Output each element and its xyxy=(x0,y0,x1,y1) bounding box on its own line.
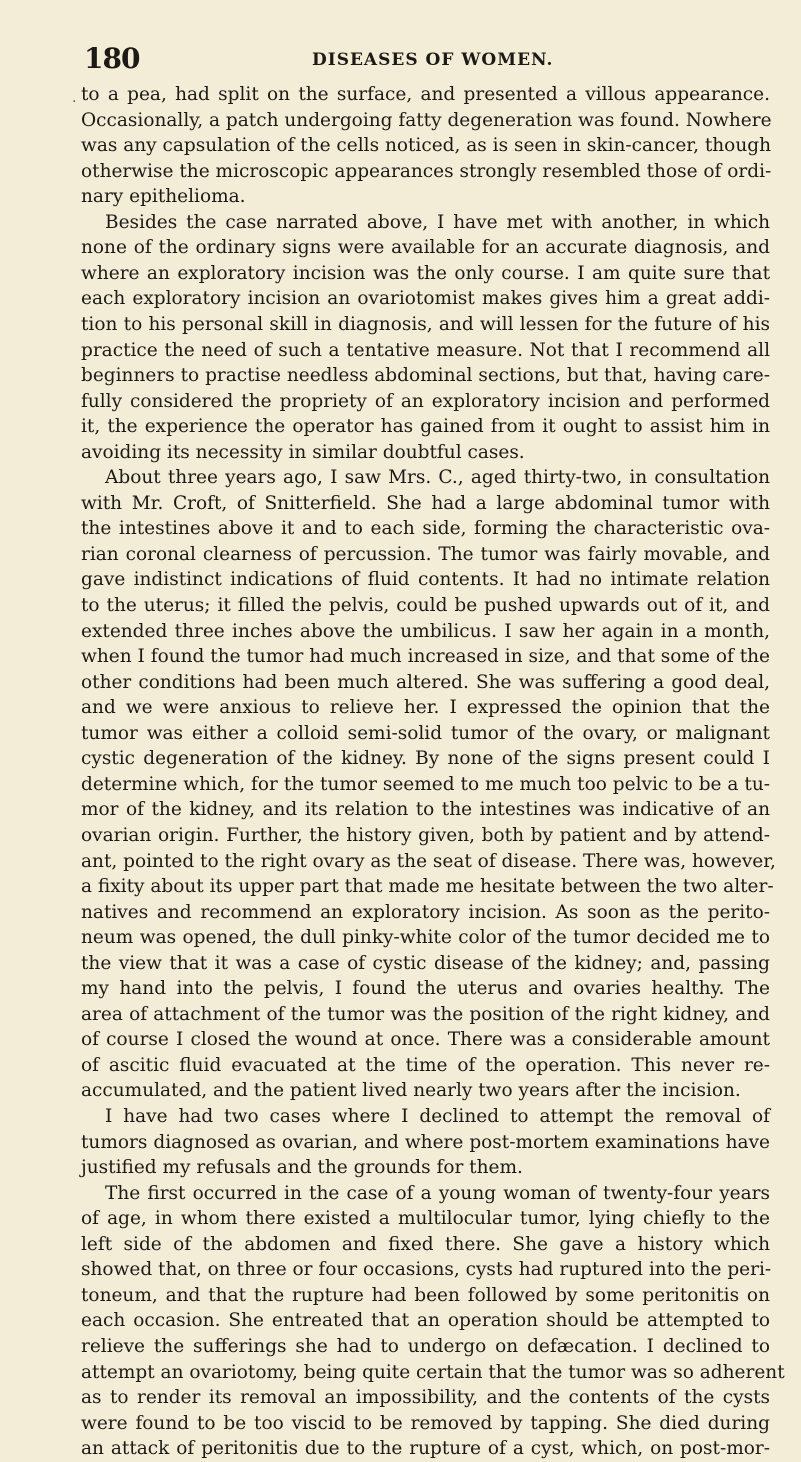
text-line-content: neum was opened, the dull pinky-white color of the tumor decided me to xyxy=(81,927,770,949)
text-line-content: with Mr. Croft, of Snitterfield. She had a large abdominal tumor with xyxy=(81,492,770,514)
text-line xyxy=(81,542,770,568)
text-line xyxy=(81,159,770,185)
text-line xyxy=(81,1053,770,1079)
text-line xyxy=(81,1104,770,1130)
text-line xyxy=(81,567,770,593)
text-line-content: determine which, for the tumor seemed to me much too pelvic to be a tu- xyxy=(81,773,770,795)
text-line-content: when I found the tumor had much increased in size, and that some of the xyxy=(81,646,770,668)
text-line-content: toneum, and that the rupture had been followed by some peritonitis on xyxy=(81,1284,770,1306)
text-line-content: beginners to practise needless abdominal sections, but that, having care- xyxy=(81,365,770,387)
text-line xyxy=(81,235,770,261)
text-line xyxy=(81,363,770,389)
text-line xyxy=(81,925,770,951)
text-line xyxy=(81,772,770,798)
text-line xyxy=(81,1436,770,1462)
text-line-content: nary epithelioma. xyxy=(81,186,246,208)
text-line-content: otherwise the microscopic appearances strongly resembled those of ordi- xyxy=(81,160,772,182)
text-line xyxy=(81,823,770,849)
page-header xyxy=(84,44,761,74)
text-line-content: mor of the kidney, and its relation to the intestines was indicative of an xyxy=(81,799,770,821)
text-line-content: gave indistinct indications of fluid contents. It had no intimate relation xyxy=(81,569,770,591)
text-line xyxy=(81,1181,770,1207)
text-line xyxy=(81,670,770,696)
text-line-content: were found to be too viscid to be removed by tapping. She died during xyxy=(81,1412,770,1434)
text-line-content: as to render its removal an impossibility, and the contents of the cysts xyxy=(81,1387,770,1409)
text-line xyxy=(81,721,770,747)
text-line-content: none of the ordinary signs were available for an accurate diagnosis, and xyxy=(81,237,770,259)
text-line-content: rian coronal clearness of percussion. The tumor was fairly movable, and xyxy=(81,543,770,565)
text-line xyxy=(81,440,770,466)
text-line-content: avoiding its necessity in similar doubtful cases. xyxy=(81,441,525,463)
text-line-content: ant, pointed to the right ovary as the seat of disease. There was, however, xyxy=(81,850,776,872)
text-line-content: where an exploratory incision was the only course. I am quite sure that xyxy=(81,262,770,284)
text-line xyxy=(81,951,770,977)
text-line xyxy=(81,593,770,619)
text-line xyxy=(81,1360,785,1386)
text-line-content: Occasionally, a patch undergoing fatty degeneration was found. Nowhere xyxy=(81,109,772,131)
text-line-content: natives and recommend an exploratory incision. As soon as the perito- xyxy=(81,901,770,923)
text-line xyxy=(81,491,770,517)
text-line-content: left side of the abdomen and fixed there. She gave a history which xyxy=(81,1233,770,1255)
text-line xyxy=(81,1257,770,1283)
text-line-content: cystic degeneration of the kidney. By none of the signs present could I xyxy=(81,748,770,770)
text-line xyxy=(81,286,770,312)
text-line-content: and we were anxious to relieve her. I expressed the opinion that the xyxy=(81,697,770,719)
text-line-content: to a pea, had split on the surface, and presented a villous appearance. xyxy=(81,84,770,105)
text-line xyxy=(81,1027,770,1053)
text-line-content: my hand into the pelvis, I found the uterus and ovaries healthy. The xyxy=(81,978,770,1000)
text-line-content: tumors diagnosed as ovarian, and where post-mortem examinations have xyxy=(81,1131,770,1153)
text-line-content: justified my refusals and the grounds for them. xyxy=(81,1157,523,1179)
text-line-content: practice the need of such a tentative measure. Not that I recommend all xyxy=(81,339,770,361)
text-line xyxy=(81,184,770,210)
text-line xyxy=(81,1002,770,1028)
text-line-content: a fixity about its upper part that made me hesitate between the two alter- xyxy=(81,876,774,898)
text-line-content: tumor was either a colloid semi-solid tumor of the ovary, or malignant xyxy=(81,722,770,744)
text-line xyxy=(81,1206,770,1232)
text-line-content: it, the experience the operator has gained from it ought to assist him in xyxy=(81,416,770,438)
text-line-content: fully considered the propriety of an exploratory incision and performed xyxy=(81,390,770,412)
text-line xyxy=(81,389,770,415)
text-line-content: of course I closed the wound at once. There was a considerable amount xyxy=(81,1029,770,1051)
text-line xyxy=(81,414,770,440)
running-head: DISEASES OF WOMEN. xyxy=(312,50,554,70)
text-line xyxy=(81,82,770,108)
text-line-content: area of attachment of the tumor was the position of the right kidney, and xyxy=(81,1003,770,1025)
text-line xyxy=(81,1385,770,1411)
margin-tick-mark: . xyxy=(72,90,77,106)
text-line-content: showed that, on three or four occasions, cysts had ruptured into the peri- xyxy=(81,1259,772,1281)
text-line xyxy=(81,465,770,491)
text-line xyxy=(81,1232,770,1258)
text-line xyxy=(81,261,770,287)
text-line xyxy=(81,644,770,670)
text-line-content: to the uterus; it filled the pelvis, could be pushed upwards out of it, and xyxy=(81,595,770,616)
text-line xyxy=(81,695,770,721)
text-line-content: each occasion. She entreated that an operation should be attempted to xyxy=(81,1310,770,1332)
text-line-content: ovarian origin. Further, the history given, both by patient and by attend- xyxy=(81,824,770,846)
text-line-content: the intestines above it and to each side, forming the characteristic ova- xyxy=(81,518,770,540)
text-line-content: of ascitic fluid evacuated at the time of the operation. This never re- xyxy=(81,1054,770,1076)
text-line xyxy=(81,108,770,134)
text-line xyxy=(81,133,770,159)
text-line xyxy=(81,1308,770,1334)
text-line-content: each exploratory incision an ovariotomist makes gives him a great addi- xyxy=(81,288,770,310)
text-line-content: an attack of peritonitis due to the rupture of a cyst, which, on post-mor- xyxy=(81,1438,770,1460)
text-line-content: I have had two cases where I declined to attempt the removal of xyxy=(105,1106,770,1127)
text-line-content: of age, in whom there existed a multilocular tumor, lying chiefly to the xyxy=(81,1208,770,1230)
text-line xyxy=(81,516,770,542)
text-line-content: tion to his personal skill in diagnosis, and will lessen for the future of his xyxy=(81,313,770,335)
text-line xyxy=(81,1155,770,1181)
text-line-content: was any capsulation of the cells noticed, as is seen in skin-cancer, though xyxy=(81,135,771,157)
text-line xyxy=(81,210,770,236)
text-line xyxy=(81,1334,770,1360)
text-line-content: About three years ago, I saw Mrs. C., aged thirty-two, in consultation xyxy=(105,467,770,489)
text-line xyxy=(81,1283,770,1309)
text-line xyxy=(81,874,774,900)
text-line xyxy=(81,849,776,875)
text-line xyxy=(81,1411,770,1437)
text-line-content: Besides the case narrated above, I have met with another, in which xyxy=(105,211,770,233)
text-line xyxy=(81,900,770,926)
text-line xyxy=(81,797,770,823)
text-line-content: The first occurred in the case of a young woman of twenty-four years xyxy=(105,1182,770,1204)
text-line-content: other conditions had been much altered. She was suffering a good deal, xyxy=(81,671,770,693)
text-line-content: extended three inches above the umbilicus. I saw her again in a month, xyxy=(81,620,770,642)
text-line xyxy=(81,312,770,338)
text-line xyxy=(81,619,770,645)
text-line-content: the view that it was a case of cystic disease of the kidney; and, passing xyxy=(81,952,770,974)
text-line xyxy=(81,976,770,1002)
text-line xyxy=(81,1130,770,1156)
text-line-content: relieve the sufferings she had to undergo on defæcation. I declined to xyxy=(81,1335,770,1357)
text-line-content: accumulated, and the patient lived nearly two years after the incision. xyxy=(81,1080,741,1102)
text-line xyxy=(81,1078,770,1104)
text-line xyxy=(81,338,770,364)
page-number: 180 xyxy=(84,42,140,75)
text-line-content: attempt an ovariotomy, being quite certain that the tumor was so adherent xyxy=(81,1361,785,1383)
text-line xyxy=(81,746,770,772)
